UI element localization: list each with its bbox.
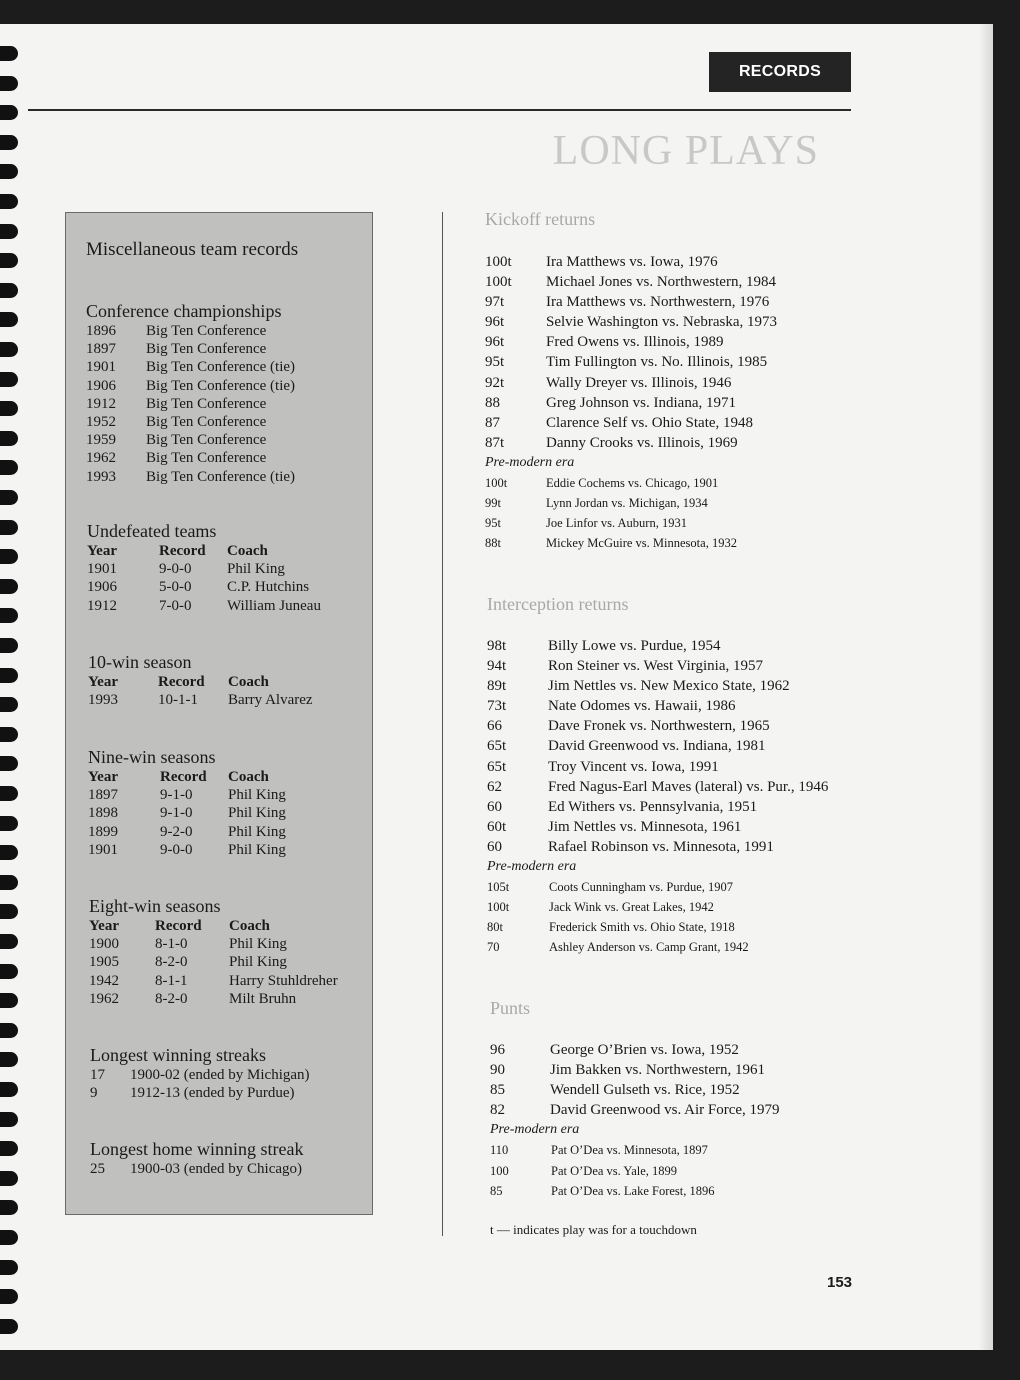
column-header: Year [88,674,118,690]
table-row [490,1060,765,1080]
section-heading: 10-win season [88,652,192,672]
table-cell: 9-2-0 [160,823,193,840]
table-cell: 105t [487,880,510,895]
table-cell: David Greenwood vs. Indiana, 1981 [548,738,766,755]
table-cell: 73t [487,698,507,715]
table-row [87,560,285,578]
binding-coil [0,105,18,120]
conference-list [86,322,296,486]
table-row [487,937,749,957]
table-cell: 87 [485,414,500,431]
binding-coil [0,76,18,91]
table-row [487,817,742,837]
table-row [485,373,732,393]
table-cell: 9-0-0 [159,561,192,578]
column-header: Coach [227,543,268,559]
table-row [485,513,687,533]
binding-coil [0,816,18,831]
table-cell: 9-0-0 [160,841,193,858]
column-header: Record [159,543,206,559]
misc-records-box [65,212,373,1215]
table-cell: Pat O’Dea vs. Lake Forest, 1896 [551,1183,715,1198]
binding-coil [0,342,18,357]
table-row [487,877,734,897]
column-header: Coach [228,769,269,785]
table-cell: 1962 [89,990,119,1007]
column-header: Coach [228,674,269,690]
binding-coil [0,579,18,594]
binding-coil [0,431,18,446]
binding-coil [0,253,18,268]
table-cell: William Juneau [227,597,321,614]
table-cell: Big Ten Conference (tie) [146,468,296,485]
table-row [485,493,708,513]
table-cell: 8-2-0 [155,990,188,1007]
table-cell: Dave Fronek vs. Northwestern, 1965 [548,718,770,735]
binding-coil [0,668,18,683]
table-cell: Wally Dreyer vs. Illinois, 1946 [546,374,732,391]
binding-coil [0,1082,18,1097]
table-row [487,777,829,797]
table-cell: 17 [90,1067,105,1083]
binding-coil [0,1023,18,1038]
binding-coil [0,372,18,387]
binding-coil [0,1230,18,1245]
table-cell: Fred Nagus-Earl Maves (lateral) vs. Pur., 1946 [548,778,829,795]
table-cell: Big Ten Conference (tie) [146,359,296,376]
table-cell: 100 [490,1163,509,1178]
binding-coil [0,1200,18,1215]
ninewin-section [88,747,286,859]
table-cell: 1900 [89,936,119,953]
undefeated-section [87,521,321,615]
table-cell: Big Ten Conference [146,395,267,412]
table-row [485,332,724,352]
table-row [487,696,736,716]
table-cell: 98t [487,638,507,654]
binding-coil [0,490,18,505]
binding-coil [0,520,18,535]
table-row [490,1140,708,1160]
table-cell: Tim Fullington vs. No. Illinois, 1985 [546,354,768,371]
table-cell: 70 [487,940,500,955]
binding-coil [0,756,18,771]
pre-modern-label: Pre-modern era [487,859,577,875]
section-heading: Eight-win seasons [89,896,221,916]
table-cell: 60 [487,798,502,815]
table-cell: Lynn Jordan vs. Michigan, 1934 [546,496,708,511]
table-cell: 85 [490,1183,503,1198]
table-row [86,413,281,431]
table-cell: 110 [490,1143,509,1158]
page-title: LONG PLAYS [552,128,819,174]
binding-coil [0,845,18,860]
table-cell: 100t [485,274,512,291]
home-streak-list [90,1160,303,1178]
binding-coil [0,934,18,949]
column-header: Year [87,543,117,559]
table-cell: David Greenwood vs. Air Force, 1979 [550,1102,780,1119]
binding-coil [0,786,18,801]
column-header: Record [160,769,207,785]
table-cell: 99t [485,496,501,511]
table-cell: Big Ten Conference [146,341,267,358]
table-cell: 10-1-1 [158,692,198,709]
table-cell: 1900-03 (ended by Chicago) [130,1161,303,1177]
conference-section [86,301,296,486]
table-cell: 1899 [88,823,118,840]
table-row [487,716,770,736]
table-cell: 1912 [87,597,117,614]
table-cell: 8-1-1 [155,972,188,989]
table-cell: Ira Matthews vs. Northwestern, 1976 [546,294,770,311]
table-row [86,322,281,340]
table-header-row [88,768,269,786]
table-row [88,691,313,709]
table-cell: Joe Linfor vs. Auburn, 1931 [546,516,687,531]
binding-coil [0,1141,18,1156]
table-cell: Billy Lowe vs. Purdue, 1954 [548,638,721,654]
table-row [86,395,281,413]
table-cell: 85 [490,1082,505,1099]
table-cell: Fred Owens vs. Illinois, 1989 [546,334,724,351]
table-cell: Jim Bakken vs. Northwestern, 1961 [550,1062,765,1079]
section-heading: Undefeated teams [87,521,217,541]
binding-coil [0,224,18,239]
table-row [490,1161,678,1181]
table-cell: Phil King [228,823,286,840]
table-row [485,252,718,272]
streaks-list [90,1066,310,1102]
table-cell: Jim Nettles vs. New Mexico State, 1962 [548,678,790,695]
table-row [485,433,738,453]
table-cell: C.P. Hutchins [227,579,310,596]
column-header: Record [158,674,205,690]
table-cell: 82 [490,1102,505,1119]
interception-section [487,636,829,958]
table-cell: Phil King [228,805,286,822]
table-row [89,990,297,1008]
table-row [89,953,287,971]
table-cell: 92t [485,374,505,391]
binding-coil [0,638,18,653]
binding-coil [0,727,18,742]
footnote: t — indicates play was for a touchdown [490,1222,697,1237]
table-cell: 60 [487,838,502,855]
table-cell: 65t [487,738,507,755]
header-rule [28,109,851,111]
binding-coil [0,401,18,416]
table-cell: Coots Cunningham vs. Purdue, 1907 [549,880,734,895]
binding-coil [0,1319,18,1334]
table-cell: George O’Brien vs. Iowa, 1952 [550,1042,739,1058]
table-row [487,676,790,696]
table-cell: Big Ten Conference [146,323,267,339]
table-cell: Ira Matthews vs. Iowa, 1976 [546,254,718,270]
undefeated-table [87,542,321,615]
table-row [487,797,758,817]
table-cell: 100t [485,254,512,270]
column-header: Year [89,918,119,934]
table-row [487,917,735,937]
kickoff-pre-modern-list [485,473,737,553]
table-cell: 100t [487,900,510,915]
pre-modern-label: Pre-modern era [485,454,575,470]
table-cell: Phil King [228,841,286,858]
table-cell: 1906 [87,579,117,596]
table-cell: 1897 [86,341,116,358]
table-cell: 1942 [89,972,119,989]
binding-coil [0,1171,18,1186]
table-row [88,841,286,859]
table-row [485,393,736,413]
page [0,24,993,1350]
table-cell: Harry Stuhldreher [229,972,338,989]
table-cell: 1900-02 (ended by Michigan) [130,1067,310,1083]
table-cell: 90 [490,1062,505,1079]
binding-coil [0,460,18,475]
table-cell: Troy Vincent vs. Iowa, 1991 [548,758,719,775]
table-cell: Phil King [229,936,287,953]
binding-coil [0,1112,18,1127]
table-row [86,377,296,395]
punts-list [490,1040,780,1120]
table-cell: Michael Jones vs. Northwestern, 1984 [546,274,776,291]
table-cell: Barry Alvarez [228,692,313,709]
table-cell: Phil King [229,954,287,971]
section-heading: Conference championships [86,301,282,321]
table-cell: 9-1-0 [160,787,193,804]
table-cell: Rafael Robinson vs. Minnesota, 1991 [548,838,774,855]
table-row [485,352,768,372]
table-cell: Phil King [228,787,286,804]
table-cell: Frederick Smith vs. Ohio State, 1918 [549,920,735,935]
table-cell: 87t [485,434,505,451]
table-cell: 1993 [88,692,118,709]
column-header: Record [155,918,202,934]
column-divider [442,212,443,1236]
binding-coil [0,697,18,712]
binding-coil [0,875,18,890]
binding-coil [0,904,18,919]
table-cell: Pat O’Dea vs. Minnesota, 1897 [551,1143,708,1158]
binding-coil [0,608,18,623]
binding-coil [0,993,18,1008]
section-heading: Nine-win seasons [88,747,216,767]
kickoff-section [485,252,777,553]
table-cell: 25 [90,1161,105,1177]
table-cell: 95t [485,354,505,371]
section-tab: RECORDS [709,52,851,92]
table-cell: 9-1-0 [160,805,193,822]
table-cell: Jack Wink vs. Great Lakes, 1942 [549,900,714,915]
pre-modern-label: Pre-modern era [490,1122,580,1138]
table-cell: 1912-13 (ended by Purdue) [130,1085,295,1102]
table-cell: 1901 [87,561,117,578]
table-cell: 1901 [86,359,116,376]
table-cell: 1896 [86,323,116,339]
table-row [90,1066,310,1084]
kickoff-heading: Kickoff returns [485,209,596,229]
box-title: Miscellaneous team records [86,239,299,260]
table-row [88,786,286,804]
table-row [487,757,719,777]
table-row [490,1100,780,1120]
table-cell: Danny Crooks vs. Illinois, 1969 [546,434,738,451]
table-row [89,972,338,990]
table-cell: 1901 [88,841,118,858]
table-cell: 60t [487,818,507,835]
table-cell: 1912 [86,395,116,412]
table-cell: 1962 [86,450,116,467]
binding-coil [0,1260,18,1275]
table-row [88,823,286,841]
table-row [487,897,714,917]
table-cell: 62 [487,778,502,795]
table-row [485,292,770,312]
column-header: Year [88,769,118,785]
binding-coil [0,164,18,179]
eightwin-section [89,896,338,1008]
section-heading: Longest home winning streak [90,1139,304,1159]
table-cell: 96t [485,334,505,351]
table-cell: 1905 [89,954,119,971]
kickoff-list [485,252,777,453]
table-row [490,1080,740,1100]
table-cell: 89t [487,678,507,695]
table-row [86,449,281,467]
table-cell: 88t [485,536,501,551]
table-cell: 95t [485,516,501,531]
table-cell: Clarence Self vs. Ohio State, 1948 [546,414,754,431]
binding-coil [0,283,18,298]
table-row [485,312,777,332]
table-cell: 1897 [88,787,118,804]
table-cell: 1993 [86,468,116,485]
table-cell: 1906 [86,377,116,394]
table-cell: Wendell Gulseth vs. Rice, 1952 [550,1082,740,1099]
table-row [487,837,774,857]
table-cell: Selvie Washington vs. Nebraska, 1973 [546,314,777,331]
table-cell: Ashley Anderson vs. Camp Grant, 1942 [549,940,749,955]
tenwin-section [88,652,313,709]
table-cell: 1959 [86,432,116,449]
table-cell: Phil King [227,561,285,578]
table-cell: 80t [487,920,503,935]
table-row [490,1040,739,1060]
table-cell: 8-1-0 [155,936,188,953]
table-row [87,578,310,596]
table-row [485,533,737,553]
table-row [90,1084,295,1102]
table-row [487,636,721,656]
punts-heading: Punts [490,998,531,1018]
interception-pre-modern-list [487,877,749,957]
table-cell: Big Ten Conference [146,432,267,449]
table-cell: 8-2-0 [155,954,188,971]
table-row [490,1181,715,1201]
table-cell: Milt Bruhn [229,990,297,1007]
table-cell: 97t [485,294,505,311]
table-cell: 100t [485,476,508,491]
column-header: Coach [229,918,270,934]
interception-heading: Interception returns [487,594,629,614]
table-cell: 96t [485,314,505,331]
table-row [88,804,286,822]
binding-coil [0,312,18,327]
streaks-section [90,1045,310,1102]
table-cell: 1952 [86,413,116,430]
table-row [86,358,296,376]
table-cell: Big Ten Conference (tie) [146,377,296,394]
table-cell: Greg Johnson vs. Indiana, 1971 [546,394,736,411]
table-header-row [89,917,270,935]
binding-coil [0,1052,18,1067]
section-heading: Longest winning streaks [90,1045,266,1065]
binding-coil [0,1289,18,1304]
table-row [87,597,321,615]
table-row [487,656,763,676]
table-cell: 65t [487,758,507,775]
table-cell: 96 [490,1042,505,1058]
table-row [86,431,281,449]
table-cell: 94t [487,658,507,675]
table-row [90,1160,303,1178]
punts-pre-modern-list [490,1140,715,1200]
binding-coil [0,194,18,209]
table-cell: Mickey McGuire vs. Minnesota, 1932 [546,536,737,551]
table-cell: Eddie Cochems vs. Chicago, 1901 [546,476,719,491]
table-cell: Jim Nettles vs. Minnesota, 1961 [548,818,742,835]
table-cell: Nate Odomes vs. Hawaii, 1986 [548,698,736,715]
table-row [485,413,754,433]
table-row [86,340,281,358]
home-streak-section [90,1139,303,1178]
table-cell: Big Ten Conference [146,450,267,467]
binding-coil [0,46,18,61]
table-cell: Big Ten Conference [146,413,267,430]
ninewin-table [88,768,286,859]
interception-list [487,636,829,857]
table-row [86,468,296,486]
binding-coil [0,135,18,150]
tenwin-table [88,673,313,709]
binding-coil [0,549,18,564]
binding-coil [0,964,18,979]
table-cell: 88 [485,394,500,411]
table-cell: 1898 [88,805,118,822]
table-cell: 5-0-0 [159,579,192,596]
table-row [485,272,776,292]
table-row [487,736,766,756]
table-cell: 9 [90,1085,98,1102]
table-row [485,473,719,493]
table-cell: 7-0-0 [159,597,192,614]
table-cell: Ed Withers vs. Pennsylvania, 1951 [548,798,758,815]
table-cell: Ron Steiner vs. West Virginia, 1957 [548,658,763,675]
table-cell: 66 [487,718,502,735]
table-row [89,935,287,953]
table-header-row [88,673,269,691]
eightwin-table [89,917,338,1008]
table-header-row [87,542,268,560]
punts-section [490,1040,780,1201]
table-cell: Pat O’Dea vs. Yale, 1899 [551,1163,678,1178]
page-number: 153 [827,1274,853,1291]
